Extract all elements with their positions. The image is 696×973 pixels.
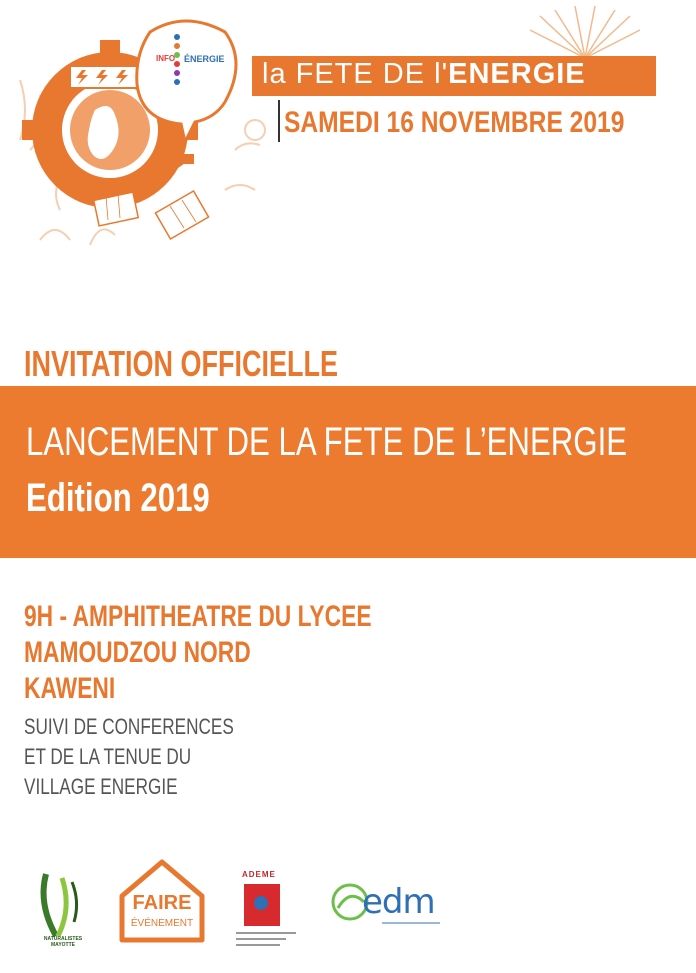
title-band <box>0 386 696 558</box>
naturalistes-logo <box>32 868 94 950</box>
venue-line-2: MAMOUDZOU NORD <box>24 636 251 669</box>
venue-line-3: KAWENI <box>24 672 116 705</box>
banner-title-emphasis: ENERGIE <box>448 58 586 90</box>
date-divider <box>278 100 280 142</box>
followup-line-3: VILLAGE ENERGIE <box>24 774 178 799</box>
naturalistes-label: NATURALISTES MAYOTTE <box>43 936 83 948</box>
decorative-plant-icon <box>520 6 650 58</box>
faire-evenement-logo <box>116 856 208 946</box>
banner-title-prefix: la FETE DE l' <box>262 58 449 90</box>
ademe-globe-icon <box>254 896 268 910</box>
ademe-caption-lines <box>236 932 296 946</box>
ademe-label: ADEME <box>242 870 276 879</box>
edm-tagline-line <box>382 922 440 924</box>
logo-text-info: INFO <box>156 54 176 63</box>
ademe-logo <box>234 870 302 950</box>
logo-dots <box>174 34 180 114</box>
event-date: SAMEDI 16 NOVEMBRE 2019 <box>284 106 625 139</box>
faire-label: FAIRE <box>132 892 192 914</box>
event-edition: Edition 2019 <box>26 476 210 520</box>
followup-line-1: SUIVI DE CONFERENCES <box>24 714 234 739</box>
energy-illustration <box>0 0 290 260</box>
edm-logo <box>330 882 450 928</box>
logo-text-energie: ÉNERGIE <box>184 54 225 64</box>
evenement-label: ÉVÉNEMENT <box>130 918 194 929</box>
followup-line-2: ET DE LA TENUE DU <box>24 744 192 769</box>
info-energie-logo <box>156 30 236 120</box>
event-title: LANCEMENT DE LA FETE DE L’ENERGIE <box>26 420 628 464</box>
edm-label: edm <box>362 882 435 922</box>
event-banner-title <box>262 58 586 91</box>
invitation-label: INVITATION OFFICIELLE <box>24 343 338 384</box>
venue-line-1: 9H - AMPHITHEATRE DU LYCEE <box>24 600 372 633</box>
